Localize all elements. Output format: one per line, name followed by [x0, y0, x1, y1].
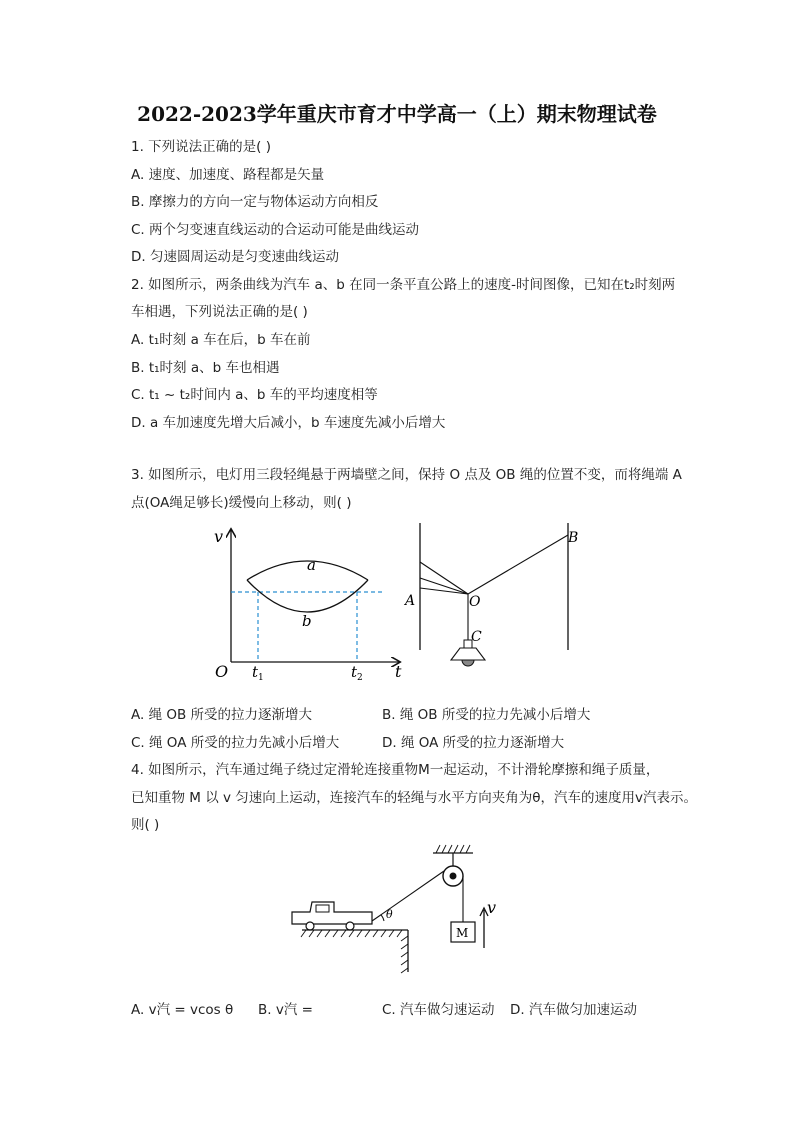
q3-stem-line1: 3. 如图所示，电灯用三段轻绳悬于两墙壁之间，保持 O 点及 OB 绳的位置不变，而将绳端 A: [131, 467, 682, 483]
q4-option-c: C. 汽车做匀速运动: [382, 1002, 495, 1018]
q4-stem-line2: 已知重物 M 以 v 匀速向上运动，连接汽车的轻绳与水平方向夹角为θ，汽车的速度用v汽表示。: [131, 790, 698, 806]
q4-option-b: B. v汽 =: [258, 1002, 313, 1018]
q4-option-d: D. 汽车做匀加速运动: [510, 1002, 637, 1018]
label-v: v: [214, 527, 224, 546]
q4-option-a: A. v汽 = vcos θ: [131, 1002, 234, 1018]
q3-option-a: A. 绳 OB 所受的拉力逐渐增大: [131, 707, 313, 723]
lamp-rope-figure: [400, 518, 590, 676]
label-t2: t: [351, 663, 358, 681]
q3-option-c: C. 绳 OA 所受的拉力先减小后增大: [131, 735, 340, 751]
q1-option-d: D. 匀速圆周运动是匀变速曲线运动: [131, 249, 339, 265]
q2-option-b: B. t₁时刻 a、b 车也相遇: [131, 360, 280, 376]
car-body: [292, 902, 372, 924]
svg-text:t1: [252, 663, 264, 682]
label-c: C: [471, 629, 482, 645]
label-b: B: [568, 530, 579, 546]
car-pulley-figure: [288, 840, 510, 975]
car-window: [316, 905, 329, 912]
label-t2-sub: 2: [357, 673, 363, 682]
q3-option-d: D. 绳 OA 所受的拉力逐渐增大: [382, 735, 565, 751]
car-wheel-rear: [346, 922, 354, 930]
q2-stem-line1: 2. 如图所示，两条曲线为汽车 a、b 在同一条平直公路上的速度-时间图像，已知在t₂时刻两: [131, 277, 676, 293]
page-title: 2022-2023学年重庆市育才中学高一（上）期末物理试卷: [137, 102, 657, 126]
label-a: A: [405, 593, 416, 609]
q3-stem-line2: 点(OA绳足够长)缓慢向上移动，则( ): [131, 495, 352, 511]
label-curve-b: b: [302, 612, 312, 630]
q4-stem-line1: 4. 如图所示，汽车通过绳子绕过定滑轮连接重物M一起运动，不计滑轮摩擦和绳子质量，: [131, 762, 660, 778]
q4-stem-line3: 则( ): [131, 817, 160, 833]
label-t1-sub: 1: [258, 673, 264, 682]
lamp-bulb: [462, 660, 474, 666]
q1-option-c: C. 两个匀变速直线运动的合运动可能是曲线运动: [131, 222, 420, 238]
angle-arc: [381, 915, 384, 921]
q3-option-b: B. 绳 OB 所受的拉力先减小后增大: [382, 707, 591, 723]
label-o: O: [469, 594, 481, 610]
label-curve-a: a: [307, 556, 316, 574]
pulley-axle: [450, 873, 457, 880]
velocity-label: v: [487, 898, 497, 917]
angle-label: θ: [386, 908, 393, 921]
lamp-shade: [451, 648, 485, 660]
q1-option-a: A. 速度、加速度、路程都是矢量: [131, 167, 325, 183]
label-t1: t: [252, 663, 259, 681]
q2-option-a: A. t₁时刻 a 车在后，b 车在前: [131, 332, 311, 348]
label-t: t: [395, 662, 402, 681]
q1-stem: 1. 下列说法正确的是( ): [131, 139, 271, 155]
q2-option-d: D. a 车加速度先增大后减小，b 车速度先减小后增大: [131, 415, 446, 431]
q1-option-b: B. 摩擦力的方向一定与物体运动方向相反: [131, 194, 379, 210]
rope-ob: [468, 535, 568, 594]
q2-option-c: C. t₁ ~ t₂时间内 a、b 车的平均速度相等: [131, 387, 378, 403]
car-wheel-front: [306, 922, 314, 930]
q2-stem-line2: 车相遇，下列说法正确的是( ): [131, 304, 308, 320]
rope-to-car: [372, 871, 444, 921]
vt-graph-figure: [205, 522, 405, 682]
label-origin: O: [215, 662, 229, 681]
rope-middle: [420, 578, 468, 594]
mass-label: M: [456, 926, 469, 940]
svg-text:t2: [351, 663, 363, 682]
curve-b: [247, 580, 368, 612]
